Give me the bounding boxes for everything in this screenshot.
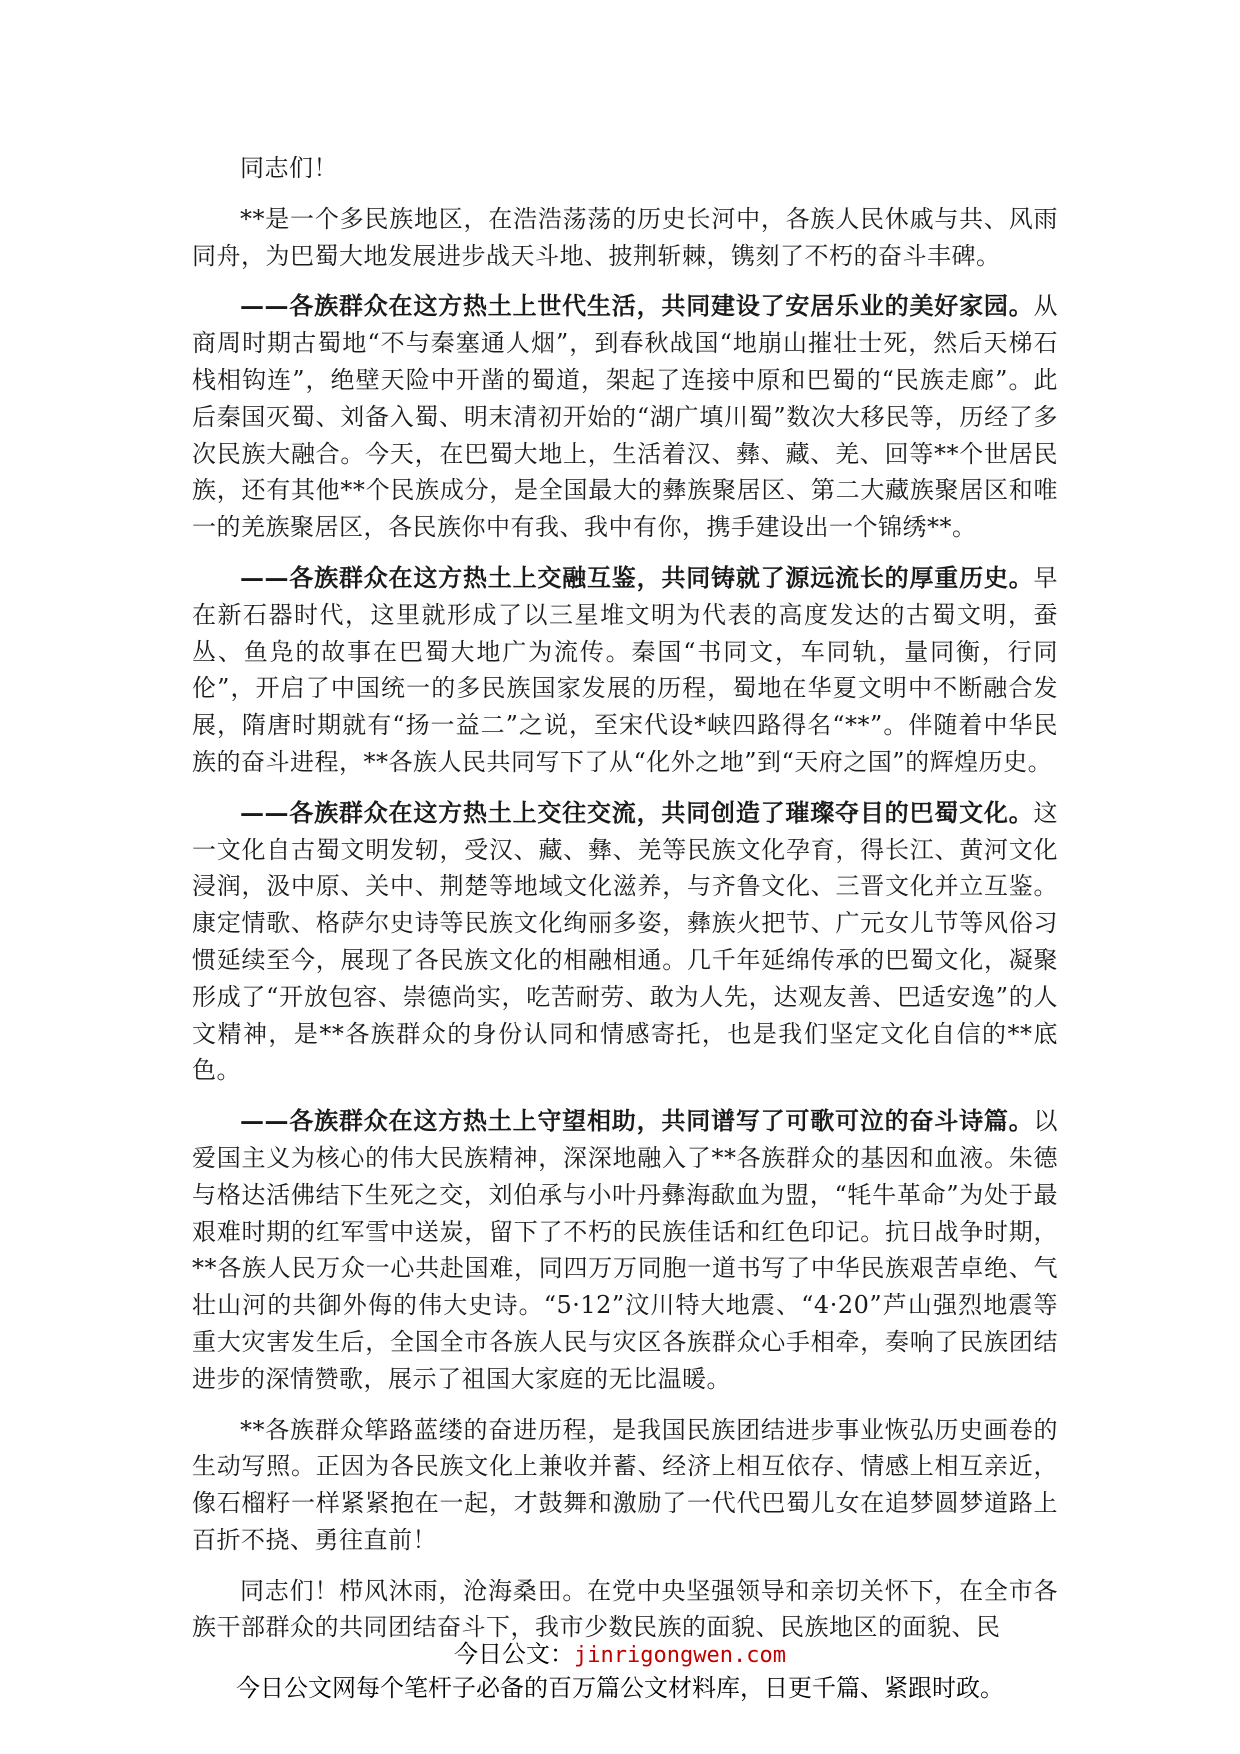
paragraph-closing: 同志们！栉风沐雨，沧海桑田。在党中央坚强领导和亲切关怀下，在全市各族干部群众的共同团结奋斗下，我市少数民族的面貌、民族地区的面貌、民 [192, 1576, 1058, 1642]
paragraph-heading: ——各族群众在这方热土上世代生活，共同建设了安居乐业的美好家园。 [240, 291, 1034, 321]
paragraph-summary: **各族群众筚路蓝缕的奋进历程，是我国民族团结进步事业恢弘历史画卷的生动写照。正因为各民族文化上兼收并蓄、经济上相互依存、情感上相互亲近，像石榴籽一样紧紧抱在一起，才鼓舞和激励了一代代巴蜀儿女在追梦圆梦道路上百折不挠、勇往直前！ [192, 1415, 1058, 1554]
paragraph-heading: ——各族群众在这方热土上交融互鉴，共同铸就了源远流长的厚重历史。 [240, 562, 1034, 592]
paragraph-salutation: 同志们！ [240, 154, 338, 182]
footer-slogan: 今日公文网每个笔杆子必备的百万篇公文材料库，日更千篇、紧跟时政。 [236, 1674, 1004, 1702]
document-body [192, 150, 1058, 1660]
paragraph-homeland: ——各族群众在这方热土上世代生活，共同建设了安居乐业的美好家园。从商周时期古蜀地“不与秦塞通人烟”，到春秋战国“地崩山摧壮士死，然后天梯石栈相钩连”，绝壁天险中开凿的蜀道，架起了连接中原和巴蜀的“民族走廊”。此后秦国灭蜀、刘备入蜀、明末清初开始的“湖广填川蜀”数次大移民等，历经了多次民族大融合。今天，在巴蜀大地上，生活着汉、彝、藏、羌、回等**个世居民族，还有其他**个民族成分，是全国最大的彝族聚居区、第二大藏族聚居区和唯一的羌族聚居区，各民族你中有我、我中有你，携手建设出一个锦绣**。 [192, 291, 1058, 542]
paragraph-culture: ——各族群众在这方热土上交往交流，共同创造了璀璨夺目的巴蜀文化。这一文化自古蜀文明发轫，受汉、藏、彝、羌等民族文化孕育，得长江、黄河文化浸润，汲中原、关中、荆楚等地域文化滋养，与齐鲁文化、三晋文化并立互鉴。康定情歌、格萨尔史诗等民族文化绚丽多姿，彝族火把节、广元女儿节等风俗习惯延续至今，展现了各民族文化的相融相通。几千年延绵传承的巴蜀文化，凝聚形成了“开放包容、崇德尚实，吃苦耐劳、敢为人先，达观友善、巴适安逸”的人文精神，是**各族群众的身份认同和情感寄托，也是我们坚定文化自信的**底色。 [192, 797, 1058, 1085]
footer-site-link[interactable]: jinrigongwen.com [574, 1643, 786, 1668]
footer-brand-label: 今日公文： [454, 1640, 575, 1668]
paragraph-heading: ——各族群众在这方热土上交往交流，共同创造了璀璨夺目的巴蜀文化。 [240, 797, 1034, 827]
paragraph-intro: **是一个多民族地区，在浩浩荡荡的历史长河中，各族人民休戚与共、风雨同舟，为巴蜀大地发展进步战天斗地、披荆斩棘，镌刻了不朽的奋斗丰碑。 [192, 204, 1058, 270]
footer-brand [0, 1638, 1240, 1672]
paragraph-struggle: ——各族群众在这方热土上守望相助，共同谱写了可歌可泣的奋斗诗篇。以爱国主义为核心的伟大民族精神，深深地融入了**各族群众的基因和血液。朱德与格达活佛结下生死之交，刘伯承与小叶丹彝海歃血为盟，“牦牛革命”为处于最艰难时期的红军雪中送炭，留下了不朽的民族佳话和红色印记。抗日战争时期，**各族人民万众一心共赴国难，同四万万同胞一道书写了中华民族艰苦卓绝、气壮山河的共御外侮的伟大史诗。“5·12”汶川特大地震、“4·20”芦山强烈地震等重大灾害发生后，全国全市各族人民与灾区各族群众心手相牵，奏响了民族团结进步的深情赞歌，展示了祖国大家庭的无比温暖。 [192, 1106, 1058, 1393]
paragraph-heading: ——各族群众在这方热土上守望相助，共同谱写了可歌可泣的奋斗诗篇。 [240, 1106, 1034, 1136]
paragraph-history: ——各族群众在这方热土上交融互鉴，共同铸就了源远流长的厚重历史。早在新石器时代，这里就形成了以三星堆文明为代表的高度发达的古蜀文明，蚕丛、鱼凫的故事在巴蜀大地广为流传。秦国“书同文，车同轨，量同衡，行同伦”，开启了中国统一的多民族国家发展的历程，蜀地在华夏文明中不断融合发展，隋唐时期就有“扬一益二”之说，至宋代设*峡四路得名“**”。伴随着中华民族的奋斗进程，**各族人民共同写下了从“化外之地”到“天府之国”的辉煌历史。 [192, 562, 1058, 776]
